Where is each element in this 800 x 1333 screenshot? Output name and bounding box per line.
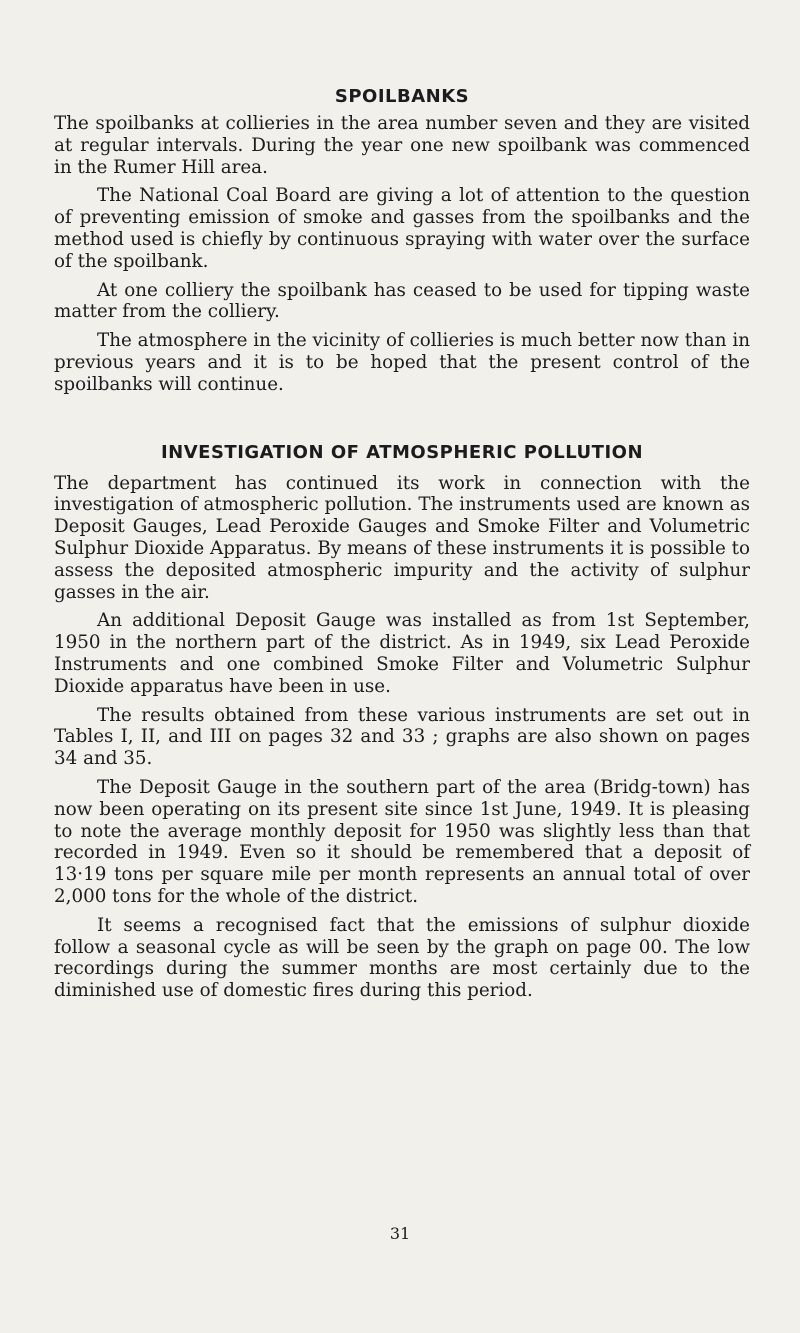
document-page	[54, 86, 750, 1009]
paragraph: The atmosphere in the vicinity of collieries is much better now than in previous years and it is to be hoped that the present control of the spoilbanks will continue.	[54, 330, 750, 395]
paragraph: An additional Deposit Gauge was installed as from 1st September, 1950 in the northern part of the district. As in 1949, six Lead Peroxide Instruments and one combined Smoke Filter and Volumetric Sulphur Dioxide apparatus have been in use.	[54, 610, 750, 697]
paragraph: The Deposit Gauge in the southern part of the area (Bridg-town) has now been operating on its present site since 1st June, 1949. It is pleasing to note the average monthly deposit for 1950 was slightly less than that recorded in 1949. Even so it should be remembered that a deposit of 13·19 tons per square mile per month represents an annual total of over 2,000 tons for the whole of the district.	[54, 776, 750, 907]
atmospheric-pollution-section	[54, 442, 750, 1002]
paragraph: At one colliery the spoilbank has ceased to be used for tipping waste matter from the colliery.	[54, 279, 750, 323]
page-number: 31	[389, 1224, 411, 1243]
paragraph: It seems a recognised fact that the emissions of sulphur dioxide follow a seasonal cycle as will be seen by the graph on page 00. The low recordings during the summer months are most certainly due to the diminished use of domestic fires during this period.	[54, 914, 750, 1002]
paragraph: The results obtained from these various instruments are set out in Tables I, II, and III on pages 32 and 33 ; graphs are also shown on pages 34 and 35.	[54, 704, 750, 770]
paragraph: The department has continued its work in connection with the investigation of atmospheric pollution. The instruments used are known as Deposit Gauges, Lead Peroxide Gauges and Smoke Filter and Volumetric Sulphur Dioxide Apparatus. By means of these instruments it is possible to assess the deposited atmospheric impurity and the activity of sulphur gasses in the air.	[54, 472, 750, 603]
section-heading-spoilbanks: SPOILBANKS	[334, 86, 470, 107]
paragraph: The spoilbanks at collieries in the area number seven and they are visited at regular intervals. During the year one new spoilbank was commenced in the Rumer Hill area.	[54, 113, 750, 178]
section-heading-atmospheric-pollution: INVESTIGATION OF ATMOSPHERIC POLLUTION	[160, 441, 644, 463]
spoilbanks-section	[54, 86, 750, 396]
paragraph: The National Coal Board are giving a lot of attention to the question of preventing emission of smoke and gasses from the spoilbanks and the method used is chiefly by continuous spraying with water over the surface of the spoilbank.	[54, 185, 750, 272]
